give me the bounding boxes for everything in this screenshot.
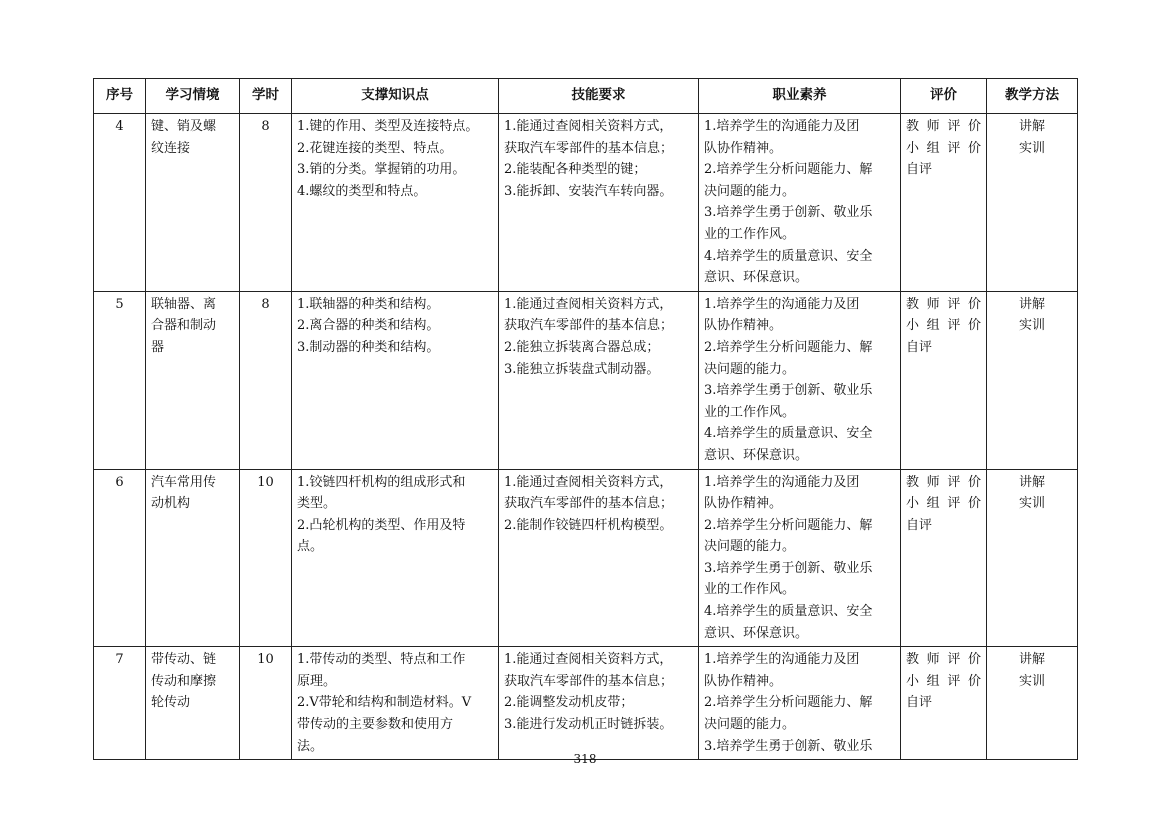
- literacy-line: 3.培养学生勇于创新、敬业乐: [704, 560, 873, 576]
- literacy-line: 3.培养学生勇于创新、敬业乐: [704, 383, 873, 399]
- literacy-line: 决问题的能力。: [704, 183, 796, 199]
- skill-requirements: [499, 114, 699, 292]
- row-number: 4: [94, 114, 146, 292]
- knowledge-line: 3.制动器的种类和结构。: [297, 339, 440, 355]
- skills-line: 3.能独立拆装盘式制动器。: [504, 361, 660, 377]
- knowledge-line: 2.离合器的种类和结构。: [297, 318, 440, 334]
- literacy-line: 决问题的能力。: [704, 717, 796, 733]
- literacy-line: 4.培养学生的质量意识、安全: [704, 248, 873, 264]
- professional-literacy: [699, 469, 901, 647]
- literacy-line: 意识、环保意识。: [704, 270, 809, 286]
- professional-literacy: [699, 291, 901, 469]
- method-line: 实训: [1018, 673, 1045, 689]
- learning-situation: [146, 647, 240, 760]
- literacy-line: 2.培养学生分析问题能力、解: [704, 695, 873, 711]
- table-row: [94, 114, 1078, 292]
- header-row: [94, 79, 1078, 114]
- header-evaluation: 评价: [901, 79, 987, 114]
- method-line: 实训: [1018, 318, 1045, 334]
- literacy-line: 队协作精神。: [704, 673, 783, 689]
- literacy-line: 1.培养学生的沟通能力及团: [704, 474, 860, 490]
- knowledge-line: 1.联轴器的种类和结构。: [297, 296, 440, 312]
- literacy-line: 4.培养学生的质量意识、安全: [704, 426, 873, 442]
- evaluation-line: 自评: [906, 695, 933, 711]
- knowledge-line: 法。: [297, 738, 324, 754]
- situation-line: 纹连接: [151, 140, 191, 156]
- literacy-line: 3.培养学生勇于创新、敬业乐: [704, 738, 873, 754]
- skill-requirements: [499, 647, 699, 760]
- evaluation-line: 小组评价: [906, 673, 981, 689]
- knowledge-points: [292, 114, 499, 292]
- literacy-line: 业的工作作风。: [704, 226, 796, 242]
- knowledge-line: 带传动的主要参数和使用方: [297, 717, 454, 733]
- literacy-line: 队协作精神。: [704, 140, 783, 156]
- evaluation-line: 教师评价: [906, 119, 981, 134]
- situation-line: 动机构: [151, 496, 191, 512]
- skills-line: 获取汽车零部件的基本信息；: [504, 140, 674, 156]
- table-body: [94, 114, 1078, 760]
- knowledge-line: 原理。: [297, 673, 337, 689]
- table-row: [94, 291, 1078, 469]
- literacy-line: 2.培养学生分析问题能力、解: [704, 162, 873, 178]
- skills-line: 获取汽车零部件的基本信息；: [504, 673, 674, 689]
- method-line: 讲解: [1018, 296, 1045, 312]
- literacy-line: 1.培养学生的沟通能力及团: [704, 296, 860, 312]
- learning-situation: [146, 291, 240, 469]
- knowledge-points: [292, 647, 499, 760]
- class-hours: 10: [240, 469, 292, 647]
- literacy-line: 4.培养学生的质量意识、安全: [704, 604, 873, 620]
- situation-line: 键、销及螺: [151, 119, 217, 134]
- literacy-line: 2.培养学生分析问题能力、解: [704, 339, 873, 355]
- skill-requirements: [499, 469, 699, 647]
- header-method: 教学方法: [987, 79, 1078, 114]
- evaluation-line: 自评: [906, 339, 933, 355]
- knowledge-line: 点。: [297, 539, 324, 555]
- professional-literacy: [699, 647, 901, 760]
- header-situation: 学习情境: [146, 79, 240, 114]
- class-hours: 10: [240, 647, 292, 760]
- header-knowledge: 支撑知识点: [292, 79, 499, 114]
- situation-line: 器: [151, 339, 165, 355]
- evaluation: [901, 469, 987, 647]
- literacy-line: 意识、环保意识。: [704, 625, 809, 641]
- header-num: 序号: [94, 79, 146, 114]
- class-hours: 8: [240, 291, 292, 469]
- skills-line: 1.能通过查阅相关资料方式，: [504, 296, 673, 312]
- literacy-line: 3.培养学生勇于创新、敬业乐: [704, 205, 873, 221]
- method-line: 实训: [1018, 496, 1045, 512]
- row-number: 5: [94, 291, 146, 469]
- literacy-line: 2.培养学生分析问题能力、解: [704, 517, 873, 533]
- header-literacy: 职业素养: [699, 79, 901, 114]
- knowledge-points: [292, 291, 499, 469]
- situation-line: 轮传动: [151, 695, 191, 711]
- professional-literacy: [699, 114, 901, 292]
- skills-line: 获取汽车零部件的基本信息；: [504, 318, 674, 334]
- knowledge-line: 2.V带轮和结构和制造材料。V: [297, 695, 472, 711]
- row-number: 7: [94, 647, 146, 760]
- evaluation-line: 小组评价: [906, 140, 981, 156]
- evaluation-line: 教师评价: [906, 474, 981, 490]
- literacy-line: 1.培养学生的沟通能力及团: [704, 119, 860, 134]
- knowledge-points: [292, 469, 499, 647]
- knowledge-line: 类型。: [297, 496, 337, 512]
- evaluation: [901, 114, 987, 292]
- situation-line: 传动和摩擦: [151, 673, 217, 689]
- knowledge-line: 2.凸轮机构的类型、作用及特: [297, 517, 466, 533]
- header-hours: 学时: [240, 79, 292, 114]
- knowledge-line: 1.铰链四杆机构的组成形式和: [297, 474, 466, 490]
- teaching-method: [987, 469, 1078, 647]
- literacy-line: 意识、环保意识。: [704, 447, 809, 463]
- literacy-line: 业的工作作风。: [704, 404, 796, 420]
- literacy-line: 队协作精神。: [704, 318, 783, 334]
- evaluation-line: 教师评价: [906, 652, 981, 668]
- skills-line: 3.能拆卸、安装汽车转向器。: [504, 183, 673, 199]
- teaching-method: [987, 647, 1078, 760]
- method-line: 讲解: [1018, 652, 1045, 668]
- skills-line: 3.能进行发动机正时链拆装。: [504, 717, 673, 733]
- skills-line: 获取汽车零部件的基本信息；: [504, 496, 674, 512]
- literacy-line: 决问题的能力。: [704, 539, 796, 555]
- knowledge-line: 4.螺纹的类型和特点。: [297, 183, 427, 199]
- row-number: 6: [94, 469, 146, 647]
- method-line: 实训: [1018, 140, 1045, 156]
- skills-line: 2.能调整发动机皮带；: [504, 695, 634, 711]
- knowledge-line: 1.键的作用、类型及连接特点。: [297, 119, 479, 134]
- syllabus-table: [93, 78, 1078, 760]
- evaluation-line: 自评: [906, 517, 933, 533]
- evaluation-line: 小组评价: [906, 318, 981, 334]
- evaluation: [901, 291, 987, 469]
- literacy-line: 1.培养学生的沟通能力及团: [704, 652, 860, 668]
- table-row: [94, 647, 1078, 760]
- situation-line: 带传动、链: [151, 652, 217, 668]
- method-line: 讲解: [1018, 474, 1045, 490]
- situation-line: 联轴器、离: [151, 296, 217, 312]
- learning-situation: [146, 469, 240, 647]
- header-skills: 技能要求: [499, 79, 699, 114]
- page-number: 318: [573, 752, 597, 766]
- knowledge-line: 3.销的分类。掌握销的功用。: [297, 162, 466, 178]
- skills-line: 2.能独立拆装离合器总成；: [504, 339, 660, 355]
- skills-line: 2.能制作铰链四杆机构模型。: [504, 517, 673, 533]
- class-hours: 8: [240, 114, 292, 292]
- skills-line: 1.能通过查阅相关资料方式，: [504, 652, 673, 668]
- method-line: 讲解: [1018, 119, 1045, 134]
- table-row: [94, 469, 1078, 647]
- evaluation-line: 小组评价: [906, 496, 981, 512]
- skills-line: 1.能通过查阅相关资料方式，: [504, 119, 673, 134]
- evaluation: [901, 647, 987, 760]
- knowledge-line: 2.花键连接的类型、特点。: [297, 140, 453, 156]
- situation-line: 合器和制动: [151, 318, 217, 334]
- teaching-method: [987, 291, 1078, 469]
- evaluation-line: 教师评价: [906, 296, 981, 312]
- skills-line: 1.能通过查阅相关资料方式，: [504, 474, 673, 490]
- literacy-line: 决问题的能力。: [704, 361, 796, 377]
- literacy-line: 业的工作作风。: [704, 582, 796, 598]
- evaluation-line: 自评: [906, 162, 933, 178]
- skill-requirements: [499, 291, 699, 469]
- teaching-method: [987, 114, 1078, 292]
- skills-line: 2.能装配各种类型的键；: [504, 162, 647, 178]
- situation-line: 汽车常用传: [151, 474, 217, 490]
- literacy-line: 队协作精神。: [704, 496, 783, 512]
- learning-situation: [146, 114, 240, 292]
- knowledge-line: 1.带传动的类型、特点和工作: [297, 652, 466, 668]
